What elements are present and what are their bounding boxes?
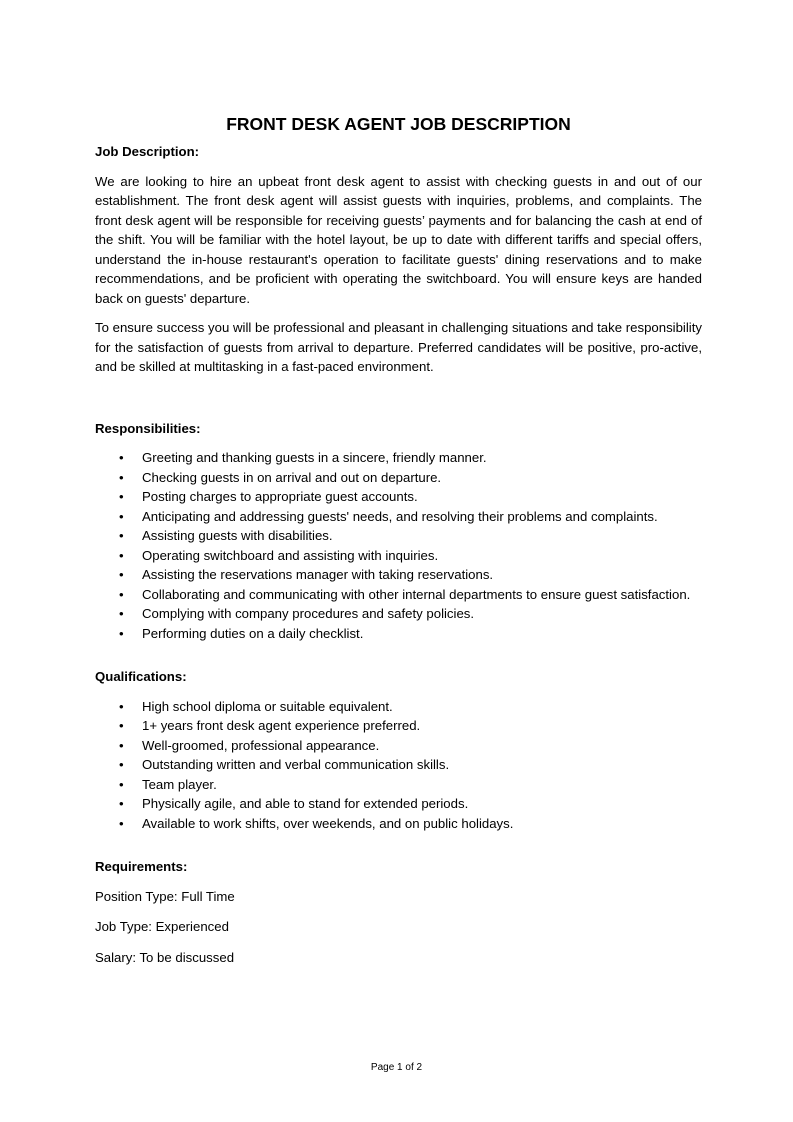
list-item [95, 736, 702, 756]
list-item-text: Assisting guests with disabilities. [142, 528, 333, 543]
requirement-position-type: Position Type: Full Time [95, 888, 235, 904]
list-item-text: High school diploma or suitable equivalent. [142, 698, 393, 714]
list-item [95, 507, 702, 527]
list-item [95, 604, 702, 624]
responsibilities-heading: Responsibilities: [95, 420, 201, 436]
list-item-text: Checking guests in on arrival and out on departure. [142, 469, 442, 485]
bullet-icon: • [119, 796, 124, 811]
responsibilities-list [95, 448, 702, 643]
list-item-text: Well-groomed, professional appearance. [142, 737, 380, 753]
list-item [95, 697, 702, 717]
list-item [95, 814, 702, 834]
list-item [95, 565, 702, 585]
page-title: FRONT DESK AGENT JOB DESCRIPTION [226, 114, 571, 134]
qualifications-list [95, 697, 702, 834]
requirement-job-type: Job Type: Experienced [95, 919, 229, 934]
list-item [95, 468, 702, 488]
bullet-icon: • [119, 737, 124, 753]
list-item [95, 755, 702, 775]
qualifications-heading: Qualifications: [95, 669, 187, 684]
page-number: Page 1 of 2 [370, 1062, 423, 1073]
job-description-heading: Job Description: [95, 144, 200, 159]
list-item-text: Posting charges to appropriate guest accounts. [142, 489, 418, 504]
list-item-text: Assisting the reservations manager with taking reservations. [142, 567, 494, 582]
list-item-text: Physically agile, and able to stand for extended periods. [142, 796, 469, 811]
bullet-icon: • [119, 508, 124, 524]
bullet-icon: • [119, 815, 124, 831]
list-item-text: Team player. [142, 776, 217, 792]
requirements-heading: Requirements: [95, 859, 188, 874]
bullet-icon: • [119, 606, 124, 621]
bullet-icon: • [119, 450, 124, 465]
list-item [95, 448, 702, 468]
bullet-icon: • [119, 776, 124, 792]
bullet-icon: • [119, 567, 124, 582]
bullet-icon: • [119, 718, 124, 733]
bullet-icon: • [119, 469, 124, 485]
list-item [95, 585, 702, 605]
job-description-paragraph: To ensure success you will be professional and pleasant in challenging situations and take responsibility for the satisfaction of guests from arrival to departure. Preferred candidates will be positive, pro-active, and be skilled at multitasking in a fast-paced environment. [95, 320, 702, 374]
bullet-icon: • [119, 625, 124, 641]
bullet-icon: • [119, 547, 124, 563]
list-item-text: Available to work shifts, over weekends, and on public holidays. [142, 815, 514, 831]
list-item [95, 546, 702, 566]
list-item [95, 716, 702, 736]
document-content [95, 112, 702, 978]
bullet-icon: • [119, 586, 124, 602]
bullet-icon: • [119, 757, 124, 772]
list-item-text: Greeting and thanking guests in a sincere, friendly manner. [142, 450, 487, 465]
bullet-icon: • [119, 489, 124, 504]
list-item [95, 526, 702, 546]
list-item-text: Outstanding written and verbal communication skills. [142, 757, 450, 772]
list-item-text: 1+ years front desk agent experience preferred. [142, 718, 421, 733]
bullet-icon: • [119, 698, 124, 714]
list-item [95, 487, 702, 507]
list-item-text: Performing duties on a daily checklist. [142, 625, 364, 641]
job-description-paragraph: We are looking to hire an upbeat front desk agent to assist with checking guests in and out of our establishment. The front desk agent will assist guests with inquiries, problems, and complaints. The front desk agent will be responsible for receiving guests’ payments and for balancing the cash at end of the shift. You will be familiar with the hotel layout, be up to date with different tariffs and special offers, understand the in-house restaurant's operation to facilitate guests' dining reservations and to make recommendations, and be proficient with operating the switchboard. You will ensure keys are handed back on guests' departure. [95, 173, 702, 306]
list-item-text: Collaborating and communicating with other internal departments to ensure guest satisfaction. [142, 586, 691, 602]
list-item [95, 775, 702, 795]
list-item [95, 794, 702, 814]
list-item-text: Operating switchboard and assisting with inquiries. [142, 547, 439, 563]
list-item-text: Anticipating and addressing guests' needs, and resolving their problems and complaints. [142, 508, 658, 524]
bullet-icon: • [119, 528, 124, 543]
requirement-salary: Salary: To be discussed [95, 949, 235, 965]
list-item [95, 624, 702, 644]
list-item-text: Complying with company procedures and safety policies. [142, 606, 475, 621]
